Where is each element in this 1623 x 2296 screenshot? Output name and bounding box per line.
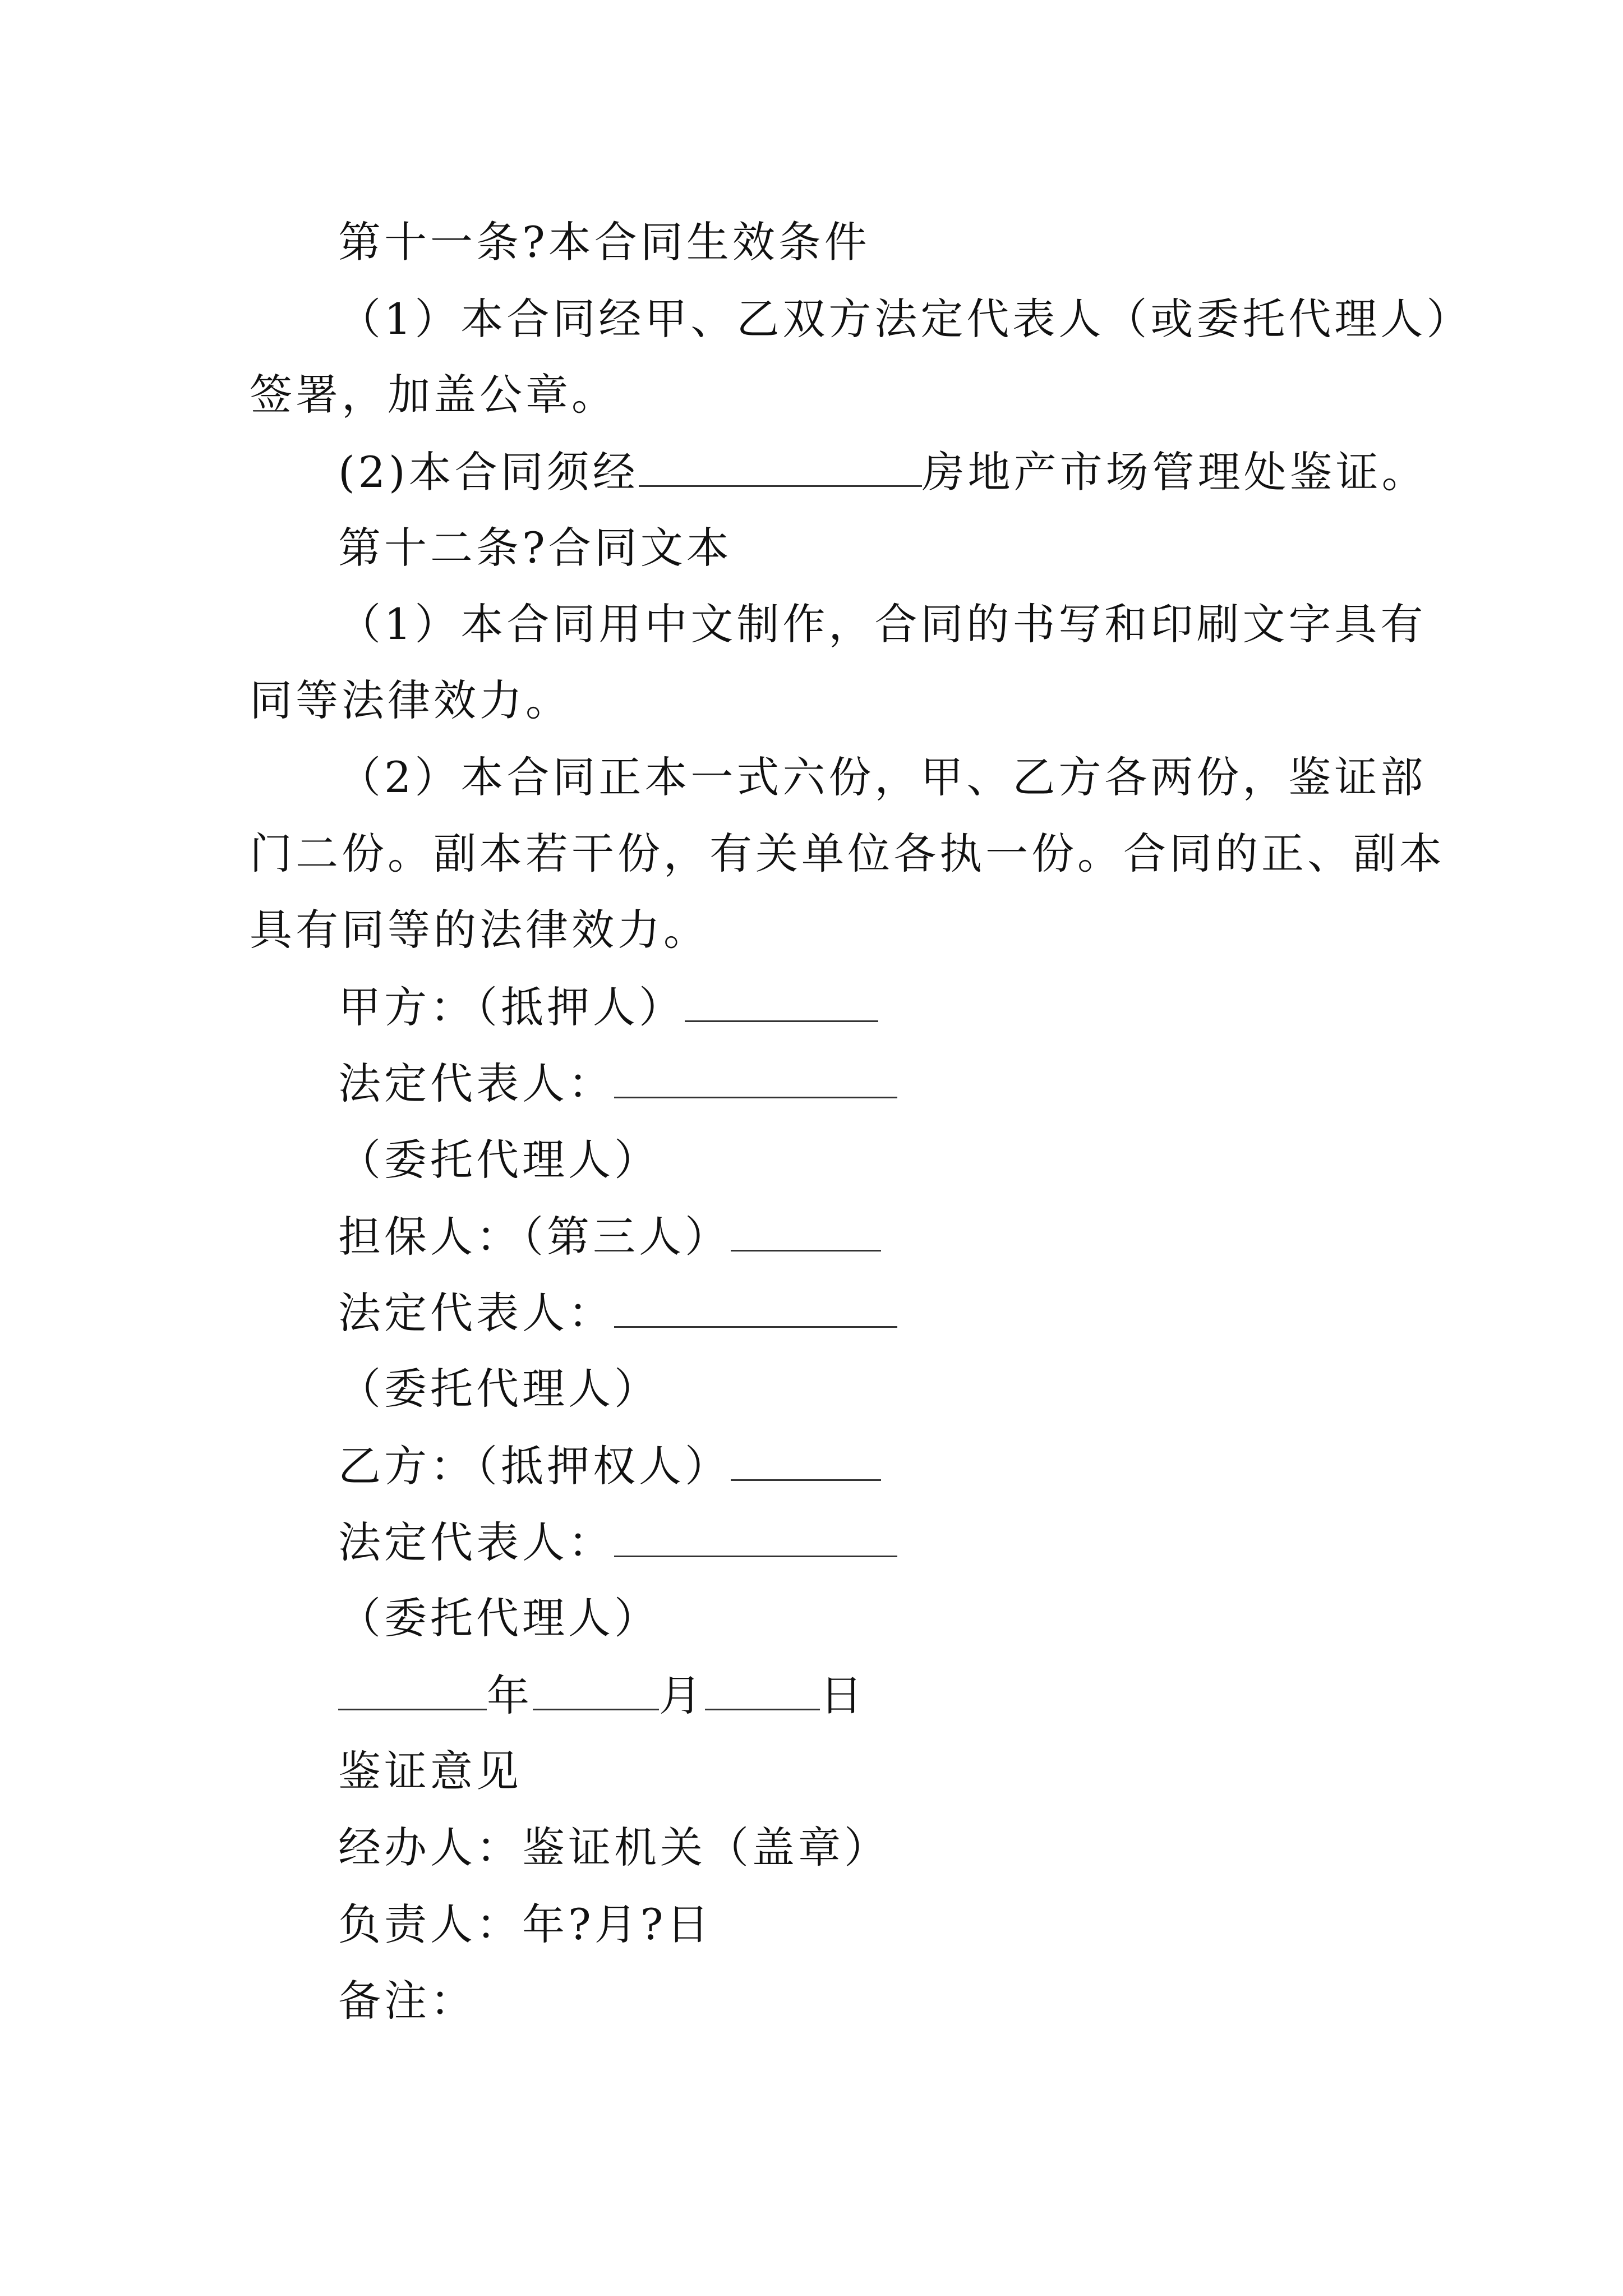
legal-rep-3-line (338, 1517, 897, 1567)
agent-1-label: （委托代理人） (338, 1135, 660, 1185)
legal-rep-3-label: 法定代表人： (338, 1517, 614, 1567)
party-b-blank (731, 1444, 881, 1481)
day-blank (705, 1674, 820, 1710)
legal-rep-1-line (338, 1059, 897, 1108)
article-12-clause-2-line-1: （2）本合同正本一式六份，甲、乙方各两份，鉴证部 (338, 752, 1427, 802)
party-a-blank (685, 986, 878, 1022)
legal-rep-2-blank (614, 1291, 897, 1328)
signing-date-line (338, 1671, 866, 1720)
party-a-line (338, 982, 878, 1032)
handler-line: 经办人：鉴证机关（盖章） (338, 1823, 890, 1872)
article-12-clause-2-line-2: 门二份。副本若干份，有关单位各执一份。合同的正、副本 (250, 829, 1445, 878)
article-12-title: 第十二条?合同文本 (338, 523, 732, 573)
clause-2-prefix: (2)本合同须经 (338, 447, 639, 497)
legal-rep-2-line (338, 1288, 897, 1338)
article-11-clause-1-line-2: 签署，加盖公章。 (250, 370, 617, 420)
agent-3-label: （委托代理人） (338, 1593, 660, 1643)
authority-blank (639, 450, 922, 487)
article-12-clause-1-line-1: （1）本合同用中文制作，合同的书写和印刷文字具有 (338, 599, 1427, 649)
legal-rep-3-blank (614, 1521, 897, 1557)
guarantor-label: 担保人：（第三人） (338, 1212, 731, 1262)
legal-rep-2-label: 法定代表人： (338, 1288, 614, 1338)
party-b-label: 乙方：（抵押权人） (338, 1441, 731, 1491)
verification-opinion-heading: 鉴证意见 (338, 1746, 522, 1796)
clause-2-suffix: 房地产市场管理处鉴证。 (921, 447, 1428, 497)
guarantor-line (338, 1212, 881, 1262)
month-blank (533, 1674, 659, 1710)
article-11-clause-1-line-1: （1）本合同经甲、乙双方法定代表人（或委托代理人） (338, 294, 1473, 344)
responsible-line: 负责人：年?月?日 (338, 1899, 713, 1949)
article-12-clause-1-line-2: 同等法律效力。 (250, 675, 571, 725)
agent-2-label: （委托代理人） (338, 1364, 660, 1414)
party-a-label: 甲方：（抵押人） (338, 982, 685, 1032)
legal-rep-1-blank (614, 1062, 897, 1098)
remarks-label: 备注： (338, 1976, 476, 2026)
party-b-line (338, 1441, 881, 1491)
article-11-clause-2 (338, 447, 1428, 497)
article-11-title: 第十一条?本合同生效条件 (338, 217, 870, 267)
guarantor-blank (731, 1215, 881, 1251)
legal-rep-1-label: 法定代表人： (338, 1059, 614, 1108)
year-blank (338, 1674, 487, 1710)
article-12-clause-2-line-3: 具有同等的法律效力。 (250, 905, 709, 955)
month-label: 月 (659, 1671, 705, 1720)
year-label: 年 (487, 1671, 533, 1720)
day-label: 日 (820, 1671, 866, 1720)
